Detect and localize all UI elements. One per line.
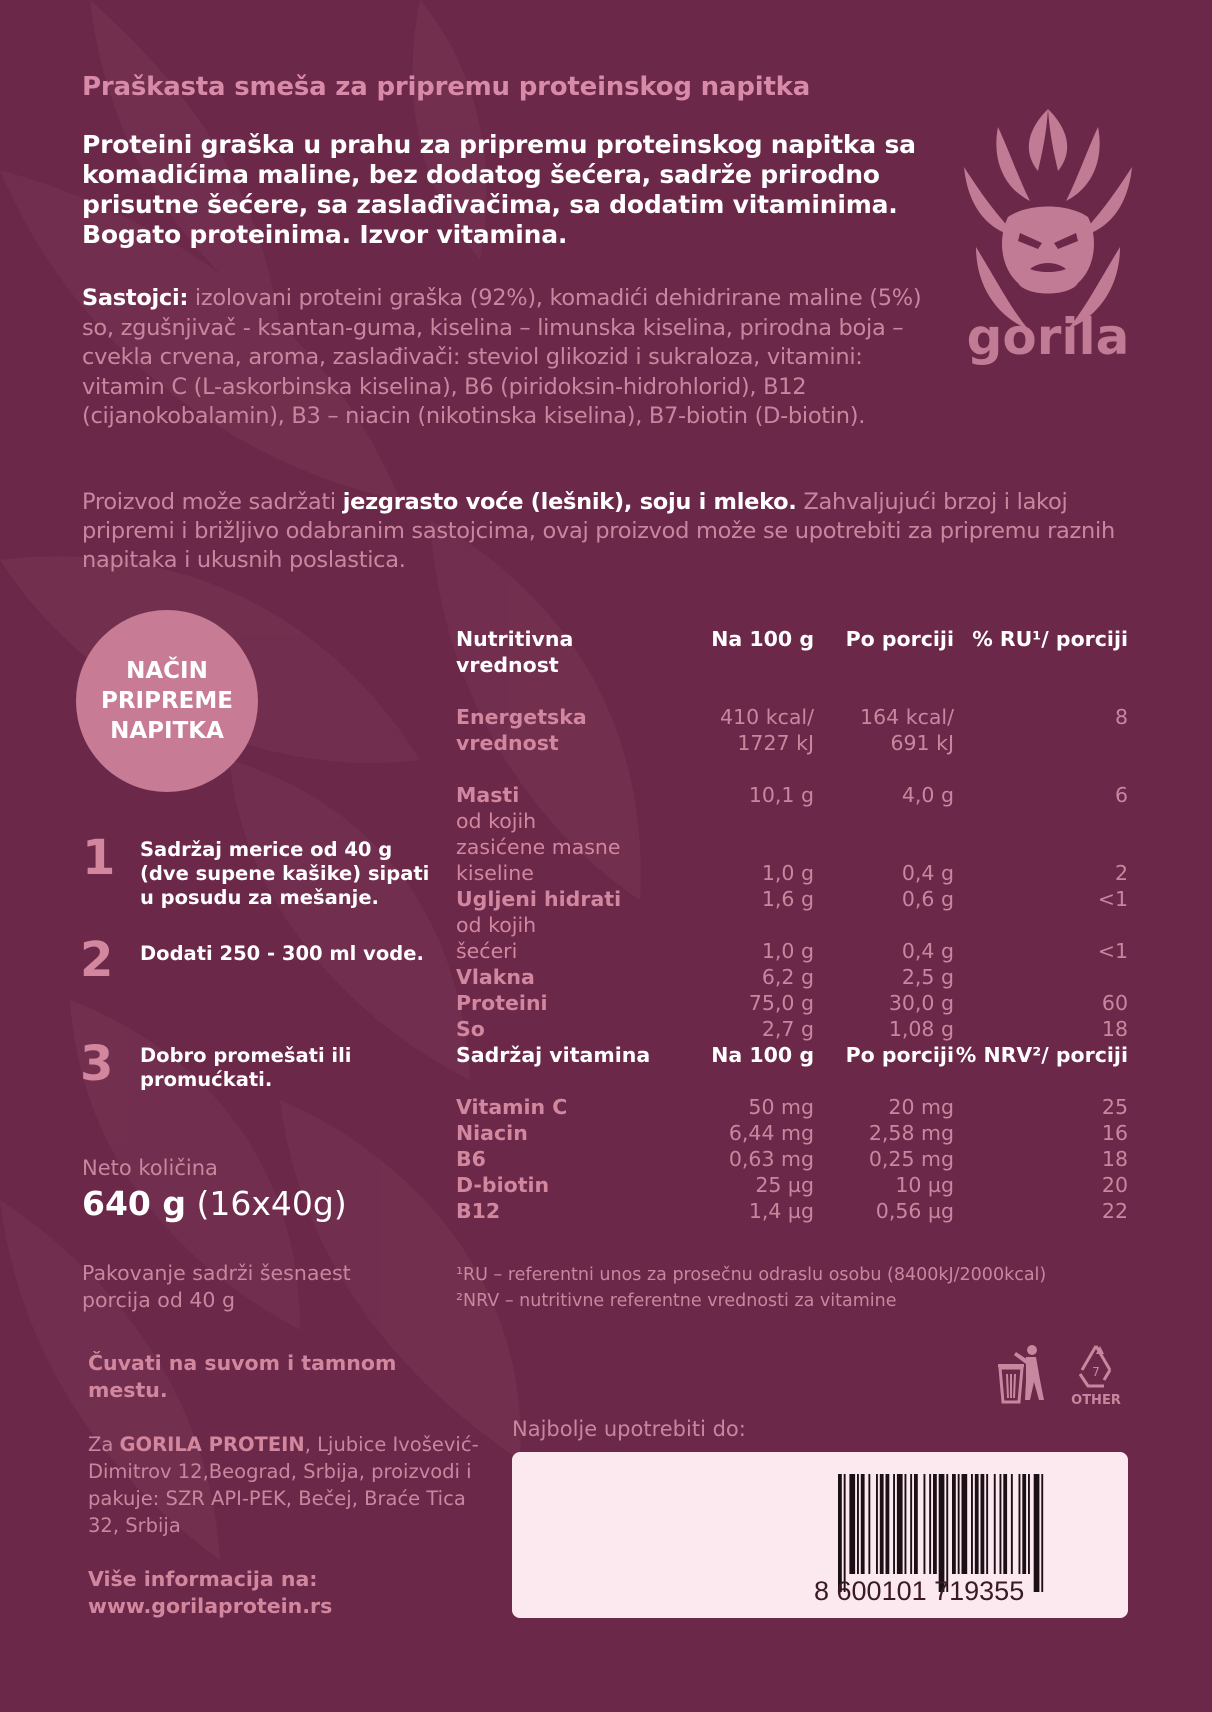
value-ru: 6 xyxy=(1114,783,1128,807)
recycling-icons xyxy=(992,1340,1122,1410)
nutrient-name: vrednost xyxy=(456,731,559,755)
value-per-portion: 1,08 g xyxy=(888,1017,954,1041)
net-portions: (16x40g) xyxy=(186,1184,347,1223)
package-contents: Pakovanje sadrži šesnaest porcija od 40 g xyxy=(82,1261,351,1312)
company-name: GORILA PROTEIN xyxy=(119,1433,305,1456)
value-per-portion: 0,56 µg xyxy=(875,1199,954,1223)
nutrient-subname: šećeri xyxy=(456,939,518,963)
nutrient-subname: zasićene masne xyxy=(456,835,621,859)
net-weight: 640 g xyxy=(82,1184,186,1223)
step-text: Dobro promešati ili promućkati. xyxy=(140,1044,352,1091)
table-row xyxy=(456,1094,1128,1120)
value-per-100g: 75,0 g xyxy=(748,991,814,1015)
product-subtitle: Praškasta smeša za pripremu proteinskog napitka xyxy=(82,72,811,102)
value-per-portion: 0,4 g xyxy=(901,939,954,963)
value-nrv: 16 xyxy=(1101,1121,1128,1145)
nutrient-name: So xyxy=(456,1017,485,1041)
step-text: Dodati 250 - 300 ml vode. xyxy=(140,942,424,965)
value-per-portion: 691 kJ xyxy=(890,731,954,755)
nutrient-name: Energetska xyxy=(456,705,587,729)
vitamin-name: D-biotin xyxy=(456,1173,550,1197)
value-per-100g: 1,0 g xyxy=(761,939,814,963)
column-header: Po porciji xyxy=(845,1043,954,1067)
value-ru xyxy=(954,964,1128,990)
nutrient-subname: kiseline xyxy=(456,861,534,885)
value-nrv: 20 xyxy=(1101,1173,1128,1197)
value-per-portion: 0,4 g xyxy=(901,861,954,885)
footnote-nrv: ²NRV – nutritivne referentne vrednosti za vitamine xyxy=(456,1291,897,1311)
value-per-portion: 0,25 mg xyxy=(868,1147,954,1171)
more-info-link[interactable]: Više informacija na: www.gorilaprotein.rs xyxy=(88,1567,333,1618)
table-row xyxy=(456,1198,1128,1224)
column-header: % RU¹/ porciji xyxy=(972,627,1128,651)
column-header: Nutritivna vrednost xyxy=(456,627,574,677)
vitamin-name: Niacin xyxy=(456,1121,528,1145)
table-row xyxy=(456,704,1128,730)
step-number: 3 xyxy=(80,1036,114,1092)
table-row xyxy=(456,860,1128,886)
step-number: 1 xyxy=(82,830,116,886)
value-per-100g: 1727 kJ xyxy=(737,731,814,755)
table-row xyxy=(456,964,1128,990)
value-ru: 60 xyxy=(1101,991,1128,1015)
value-per-portion: 10 µg xyxy=(895,1173,954,1197)
table-row xyxy=(456,938,1128,964)
brand-name: gorila xyxy=(966,308,1130,366)
value-per-100g: 1,6 g xyxy=(761,887,814,911)
barcode-icon xyxy=(838,1474,1122,1592)
recycling-code: 7 xyxy=(1092,1365,1100,1379)
allergen-prefix: Proizvod može sadržati xyxy=(82,489,343,515)
table-row xyxy=(456,1172,1128,1198)
recycling-label: OTHER xyxy=(1071,1393,1121,1408)
table-row xyxy=(456,782,1128,808)
value-nrv: 22 xyxy=(1101,1199,1128,1223)
footnotes xyxy=(456,1262,1046,1314)
table-row xyxy=(456,808,1128,834)
nutrition-table xyxy=(456,626,1128,1042)
column-header: Po porciji xyxy=(845,627,954,651)
manufacturer-address xyxy=(88,1431,488,1539)
step-number: 2 xyxy=(80,932,114,988)
value-per-portion: 0,6 g xyxy=(901,887,954,911)
value-nrv: 25 xyxy=(1101,1095,1128,1119)
best-before-label: Najbolje upotrebiti do: xyxy=(512,1417,746,1441)
footnote-ru: ¹RU – referentni unos za prosečnu odraslu osobu (8400kJ/2000kcal) xyxy=(456,1265,1047,1285)
value-per-100g: 10,1 g xyxy=(748,783,814,807)
value-ru: 18 xyxy=(1101,1017,1128,1041)
value-per-portion: 2,5 g xyxy=(901,965,954,989)
allergen-section xyxy=(82,488,1142,575)
nutrient-name: Masti xyxy=(456,783,520,807)
value-per-100g: 0,63 mg xyxy=(728,1147,814,1171)
ingredients-label: Sastojci: xyxy=(82,285,189,311)
table-row xyxy=(456,730,1128,756)
value-per-100g: 6,44 mg xyxy=(728,1121,814,1145)
column-header: Sadržaj vitamina xyxy=(456,1043,651,1067)
value-per-portion: 4,0 g xyxy=(901,783,954,807)
nutrient-name: Proteini xyxy=(456,991,548,1015)
column-header: Na 100 g xyxy=(711,1043,814,1067)
table-row xyxy=(456,1146,1128,1172)
value-per-100g: 1,4 µg xyxy=(748,1199,814,1223)
table-header-row xyxy=(456,626,1128,678)
vitamin-name: B6 xyxy=(456,1147,486,1171)
table-row xyxy=(456,990,1128,1016)
address-text: , Ljubice Ivošević-Dimitrov 12,Beograd, Srbija, proizvodi i pakuje: SZR API-PEK, Bečej, Braće Tica 32, Srbija xyxy=(88,1433,479,1537)
value-per-portion: 164 kcal/ xyxy=(860,705,954,729)
nutrient-name: Ugljeni hidrati xyxy=(456,887,622,911)
vitamins-table xyxy=(456,1042,1128,1224)
step-text: Sadržaj merice od 40 g (dve supene kašike) sipati u posudu za mešanje. xyxy=(140,838,430,909)
value-ru: <1 xyxy=(1097,887,1128,911)
product-description: Proteini graška u prahu za pripremu proteinskog napitka sa komadićima maline, bez dodatog šećera, sadrže prirodno prisutne šećere, sa zaslađivačima, sa dodatim vitaminima. Bogato proteinima. Izvor vitamina. xyxy=(82,130,916,249)
nutrient-name: Vlakna xyxy=(456,965,535,989)
allergen-list: jezgrasto voće (lešnik), soju i mleko. xyxy=(342,489,797,515)
ingredients-text: izolovani proteini graška (92%), komadići dehidrirane maline (5%) so, zgušnjivač - ksantan-guma, kiselina – limunska kiselina, prirodna boja – cvekla crvena, aroma, zaslađivači: steviol glikozid i sukraloza, vitamini: vitamin C (L-askorbinska kiselina), B6 (piridoksin-hidrohlorid), B12 (cijanokobalamin), B3 – niacin (nikotinska kiselina), B7-biotin (D-biotin). xyxy=(82,285,922,429)
nutrient-subname: od kojih xyxy=(456,809,537,833)
net-quantity-value xyxy=(82,1184,347,1223)
preparation-badge xyxy=(76,610,258,792)
net-quantity-label: Neto količina xyxy=(82,1156,218,1180)
preparation-title: NAČIN PRIPREME NAPITKA xyxy=(100,658,233,744)
storage-instructions: Čuvati na suvom i tamnom mestu. xyxy=(88,1351,397,1402)
value-per-portion: 30,0 g xyxy=(888,991,954,1015)
value-per-100g: 1,0 g xyxy=(761,861,814,885)
vitamin-name: Vitamin C xyxy=(456,1095,568,1119)
value-per-100g: 410 kcal/ xyxy=(720,705,814,729)
value-per-100g: 2,7 g xyxy=(761,1017,814,1041)
value-per-portion: 20 mg xyxy=(888,1095,954,1119)
column-header: Na 100 g xyxy=(711,627,814,651)
barcode-area xyxy=(512,1452,1128,1618)
value-per-100g: 25 µg xyxy=(755,1173,814,1197)
table-row xyxy=(456,1016,1128,1042)
value-ru: 2 xyxy=(1114,861,1128,885)
vitamin-name: B12 xyxy=(456,1199,501,1223)
allergen-suffix: Zahvaljujući brzoj i lakoj pripremi i brižljivo odabranim sastojcima, ovaj proizvod može se upotrebiti za pripremu raznih napitaka i ukusnih poslastica. xyxy=(82,489,1115,573)
value-ru: <1 xyxy=(1097,939,1128,963)
nutrient-subname: od kojih xyxy=(456,913,537,937)
column-header: % NRV²/ porciji xyxy=(955,1043,1128,1067)
tidyman-icon xyxy=(998,1345,1044,1402)
value-nrv: 18 xyxy=(1101,1147,1128,1171)
value-per-100g: 50 mg xyxy=(748,1095,814,1119)
table-row xyxy=(456,886,1128,912)
value-per-100g: 6,2 g xyxy=(761,965,814,989)
table-row xyxy=(456,912,1128,938)
table-row xyxy=(456,834,1128,860)
table-row xyxy=(456,1120,1128,1146)
table-header-row xyxy=(456,1042,1128,1068)
ingredients-section xyxy=(82,284,942,432)
barcode-number: 8 600101 719355 xyxy=(814,1576,1025,1606)
value-per-portion: 2,58 mg xyxy=(868,1121,954,1145)
address-prefix: Za xyxy=(88,1433,120,1456)
value-ru: 8 xyxy=(1114,705,1128,729)
